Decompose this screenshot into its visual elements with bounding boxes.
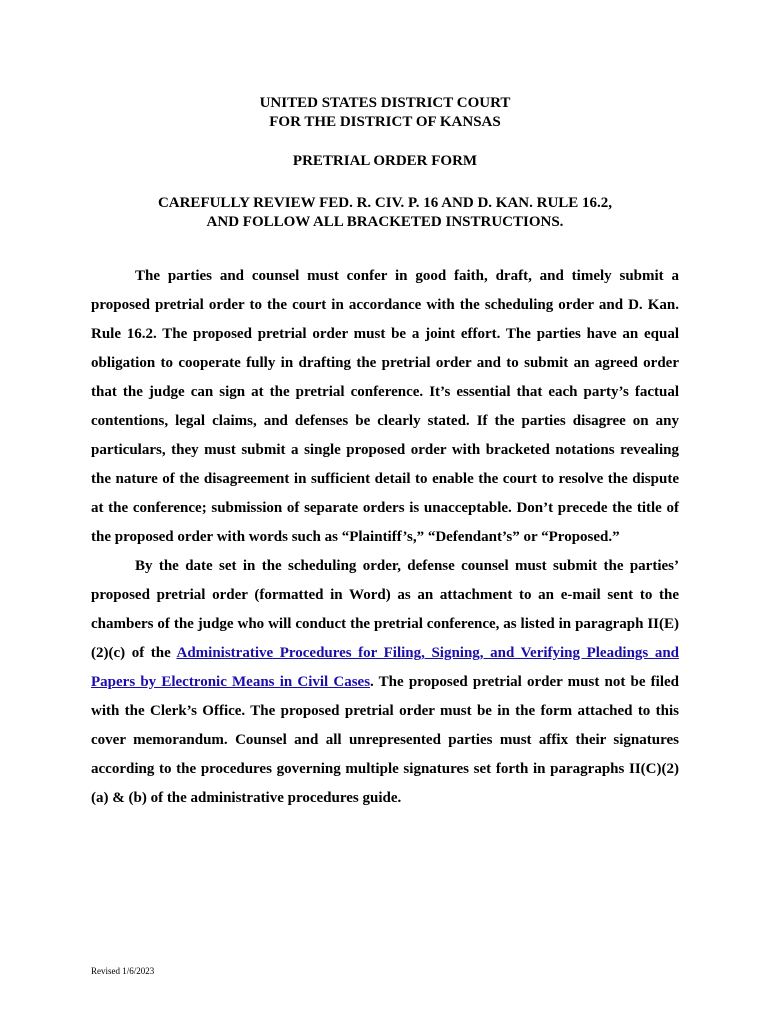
court-name-line2: FOR THE DISTRICT OF KANSAS	[269, 114, 501, 130]
instruction-line1: CAREFULLY REVIEW FED. R. CIV. P. 16 AND D. KAN. RULE 16.2,	[157, 195, 613, 211]
court-name-line1: UNITED STATES DISTRICT COURT	[259, 95, 511, 111]
paragraph-2	[91, 552, 679, 813]
instruction-line2: AND FOLLOW ALL BRACKETED INSTRUCTIONS.	[206, 214, 564, 230]
paragraph-2-intro: By the date set in the scheduling order, defense counsel must submit the parties’ proposed pretrial order (formatted in Word) as an attachment to an e-mail sent to the chambers of the judge who will conduct the pretrial conference, as listed in paragraph II(E)(2)(c) of the	[91, 558, 679, 661]
form-title-text: PRETRIAL ORDER FORM	[292, 153, 478, 169]
admin-procedures-link[interactable]: Administrative Procedures for Filing, Signing, and Verifying Pleadings and Papers by Electronic Means in Civil Cases	[91, 645, 679, 690]
paragraph-2-rest: . The proposed pretrial order must not be filed with the Clerk’s Office. The proposed pretrial order must be in the form attached to this cover memorandum. Counsel and all unrepresented parties must affix their signatures according to the procedures governing multiple signatures set forth in paragraphs II(C)(2)(a) & (b) of the administrative procedures guide.	[91, 674, 679, 806]
court-name-heading	[0, 94, 770, 132]
revision-footer: Revised 1/6/2023	[91, 966, 155, 976]
body-text	[91, 262, 679, 813]
instruction-heading	[0, 194, 770, 232]
form-title	[0, 152, 770, 171]
paragraph-1: The parties and counsel must confer in good faith, draft, and timely submit a proposed pretrial order to the court in accordance with the scheduling order and D. Kan. Rule 16.2. The proposed pretrial order must be a joint effort. The parties have an equal obligation to cooperate fully in drafting the pretrial order and to submit an agreed order that the judge can sign at the pretrial conference. It’s essential that each party’s factual contentions, legal claims, and defenses be clearly stated. If the parties disagree on any particulars, they must submit a single proposed order with bracketed notations revealing the nature of the disagreement in sufficient detail to enable the court to resolve the dispute at the conference; submission of separate orders is unacceptable. Don’t precede the title of the proposed order with words such as “Plaintiff’s,” “Defendant’s” or “Proposed.”	[91, 268, 679, 545]
